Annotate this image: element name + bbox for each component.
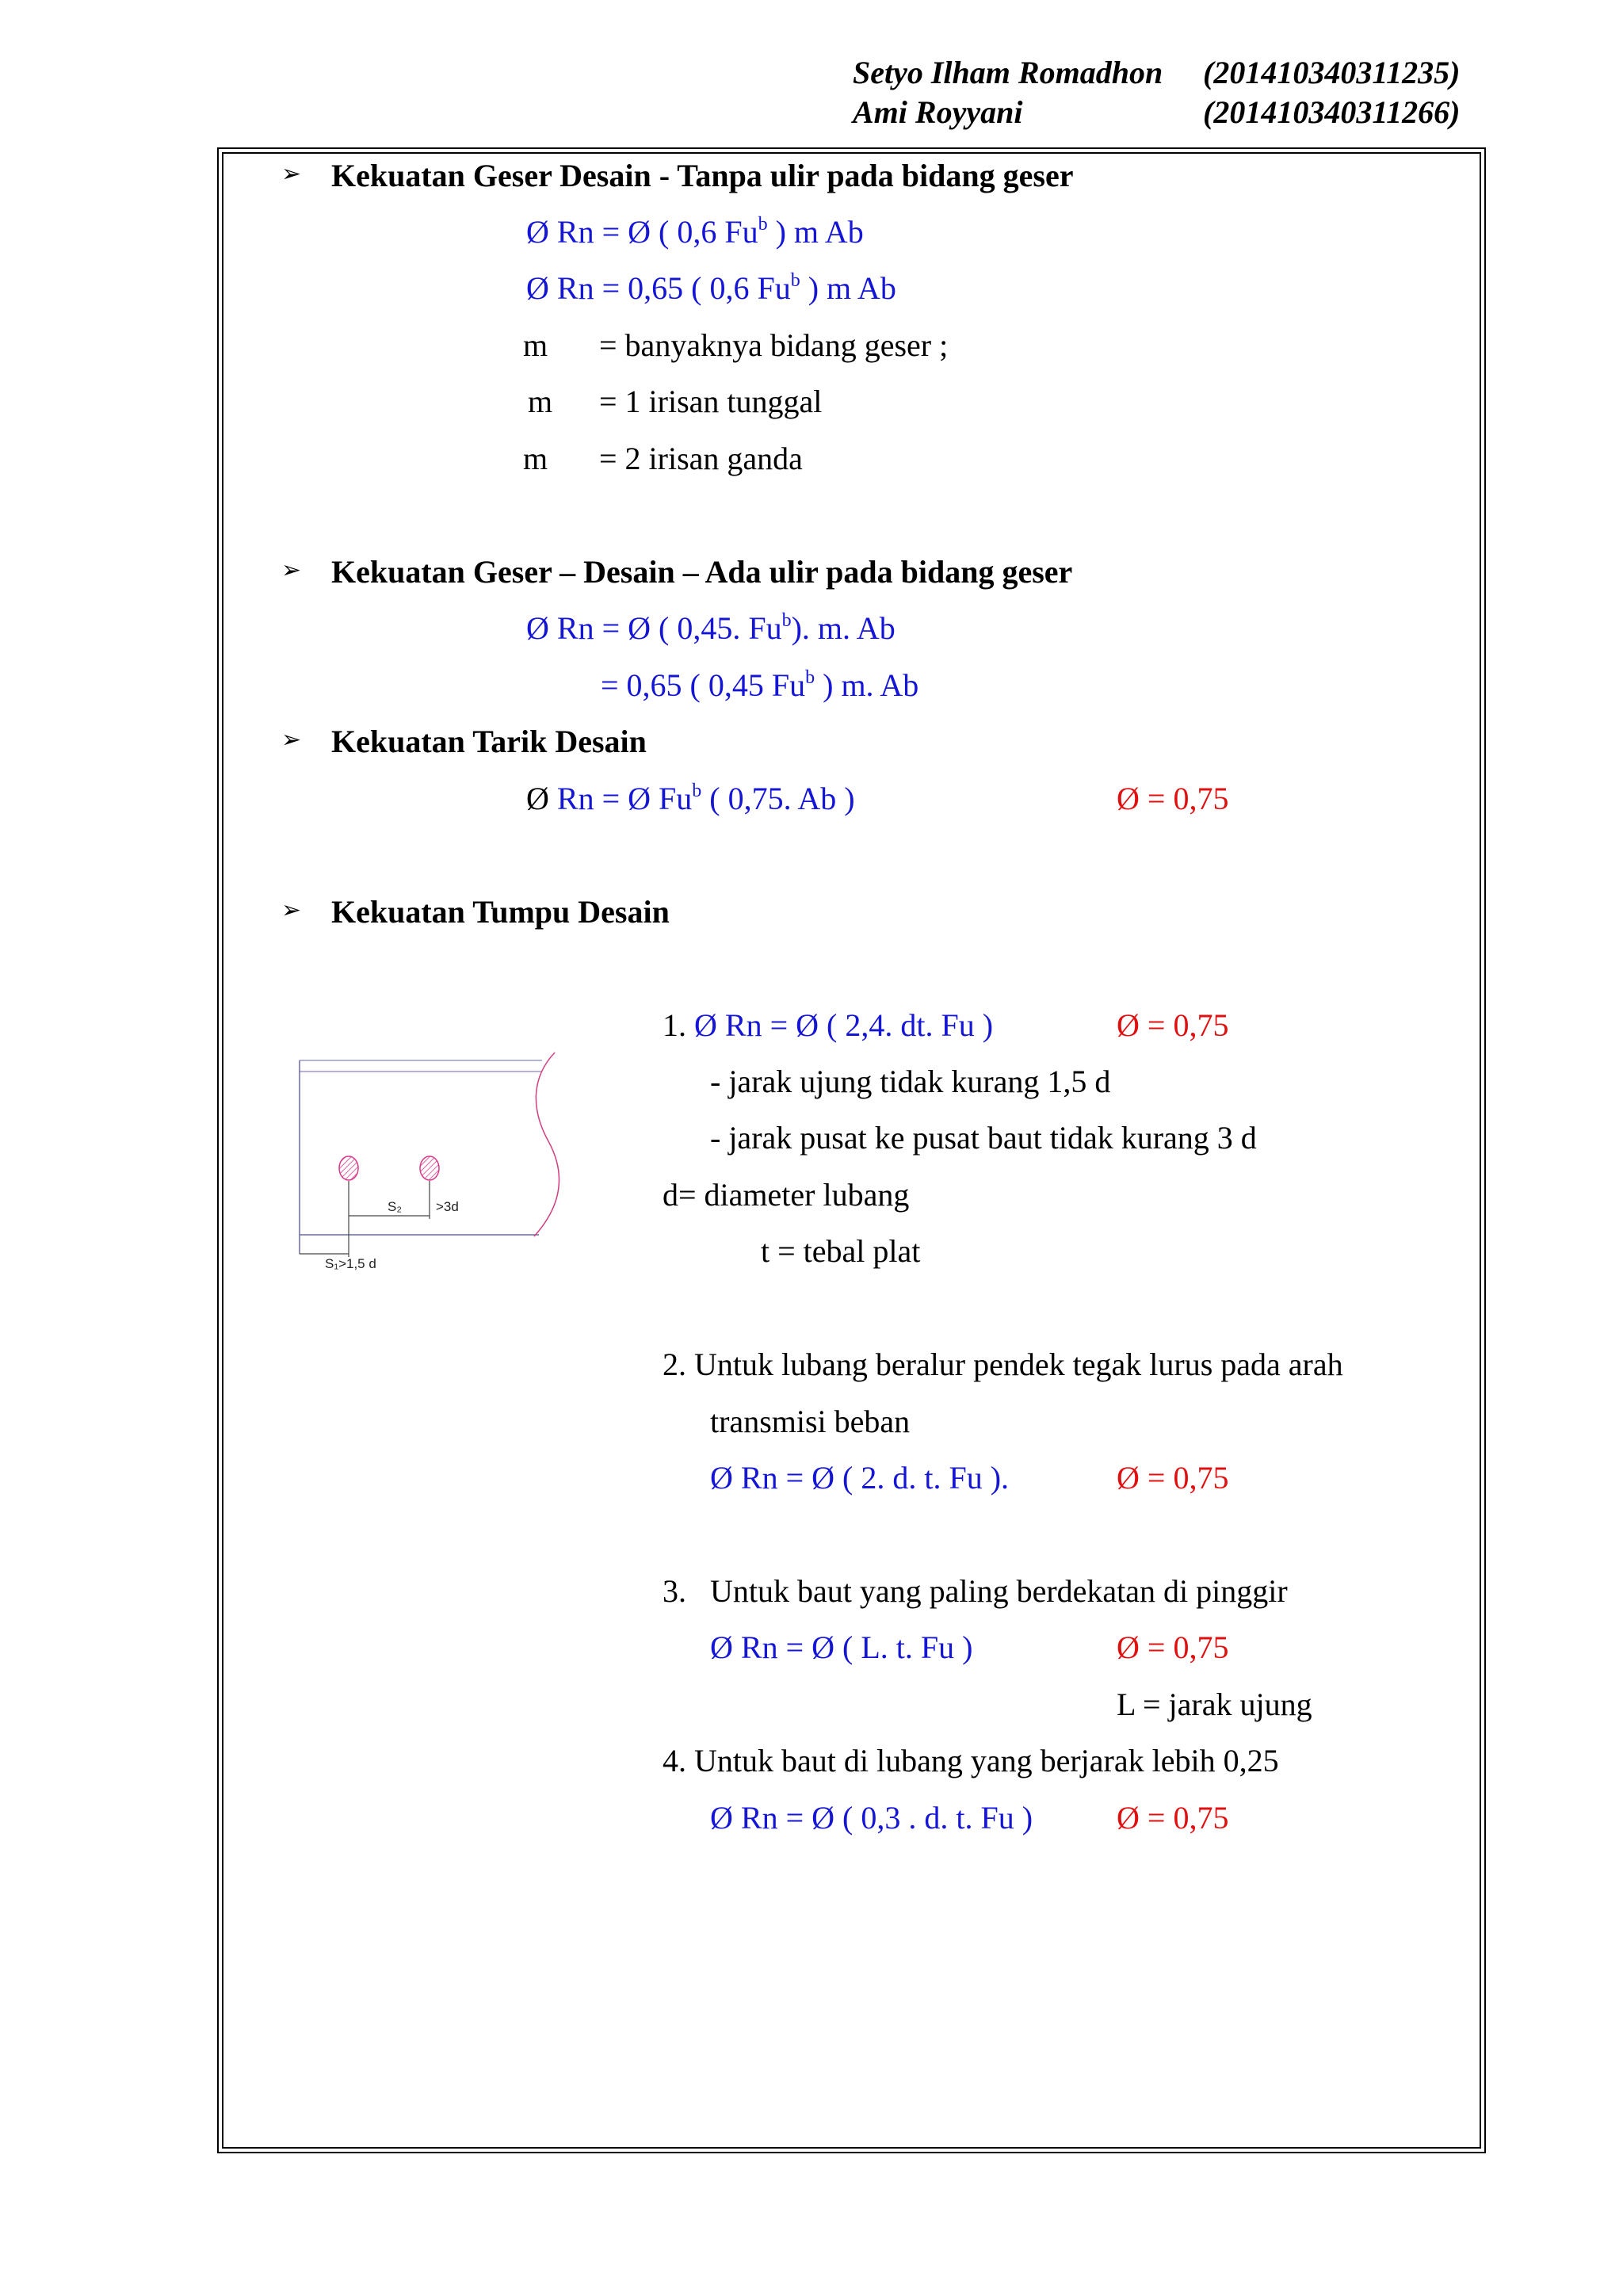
arrow-bullet-icon: ➢ [281,726,302,754]
author1-name: Setyo Ilham Romadhon [853,55,1163,90]
arrow-bullet-icon: ➢ [281,896,302,924]
section-heading: Kekuatan Tumpu Desain [331,894,670,930]
variable-symbol: m [523,441,548,476]
item-text: 4. Untuk baut di lubang yang berjarak lebih 0,25 [663,1743,1279,1778]
formula-line: Ø Rn = Ø ( 2. d. t. Fu ). [710,1460,1010,1496]
section-heading: Kekuatan Tarik Desain [331,724,647,759]
dimension-label: S₂ [388,1199,402,1214]
variable-definition: = 2 irisan ganda [599,441,803,476]
formula-line: Ø Rn = Ø ( L. t. Fu ) [710,1629,973,1665]
arrow-bullet-icon: ➢ [281,556,302,584]
note-line: - jarak ujung tidak kurang 1,5 d [710,1064,1111,1099]
formula-line: Ø Rn = 0,65 ( 0,6 Fu$^b$ ) m Ab [526,270,896,306]
phi-value: Ø = 0,75 [1117,1629,1229,1665]
author2-name: Ami Royyani [853,94,1023,130]
formula-line: Ø Rn = Ø ( 0,3 . d. t. Fu ) [710,1800,1033,1836]
variable-definition: L = jarak ujung [1117,1687,1312,1722]
variable-symbol: m [523,327,548,363]
dimension-label: S₁>1,5 d [325,1256,376,1271]
phi-value: Ø = 0,75 [1117,1007,1229,1043]
item-text: Untuk baut yang paling berdekatan di pinggir [710,1573,1288,1609]
phi-value: Ø = 0,75 [1117,1800,1229,1836]
item-number: 3. [663,1573,686,1609]
phi-value: Ø = 0,75 [1117,781,1229,816]
arrow-bullet-icon: ➢ [281,160,302,188]
author1-id: (201410340311235) [1203,55,1461,90]
formula-line: Ø Rn = Ø ( 0,6 Fu$^b$ ) m Ab [526,214,864,250]
bolt-hole-icon [420,1156,439,1180]
item-text: 2. Untuk lubang beralur pendek tegak lurus pada arah [663,1347,1343,1382]
variable-definition: d= diameter lubang [663,1177,910,1213]
item-number: 1. Ø Rn = Ø ( 2,4. dt. Fu ) [663,1007,994,1043]
formula-line: = 0,65 ( 0,45 Fu$^b$ ) m. Ab [601,667,919,703]
formula-line: Ø Rn = Ø ( 0,45. Fu$^b$). m. Ab [526,610,896,646]
section-heading: Kekuatan Geser – Desain – Ada ulir pada bidang geser [331,554,1073,590]
bolt-spacing-diagram [293,1046,579,1288]
variable-symbol: m [528,384,553,419]
note-line: - jarak pusat ke pusat baut tidak kurang 3 d [710,1120,1257,1156]
variable-definition: = 1 irisan tunggal [599,384,823,419]
variable-definition: = banyaknya bidang geser ; [599,327,949,363]
plate-drawing [293,1046,579,1284]
author2-id: (201410340311266) [1203,94,1461,130]
formula-line: Ø Rn = Ø Fu$^b$ ( 0,75. Ab ) [526,781,855,816]
section-heading: Kekuatan Geser Desain - Tanpa ulir pada bidang geser [331,158,1074,193]
phi-value: Ø = 0,75 [1117,1460,1229,1496]
dimension-label: >3d [436,1199,459,1214]
item-text: transmisi beban [710,1404,911,1439]
variable-definition: t = tebal plat [761,1233,921,1269]
bolt-hole-icon [339,1156,358,1180]
